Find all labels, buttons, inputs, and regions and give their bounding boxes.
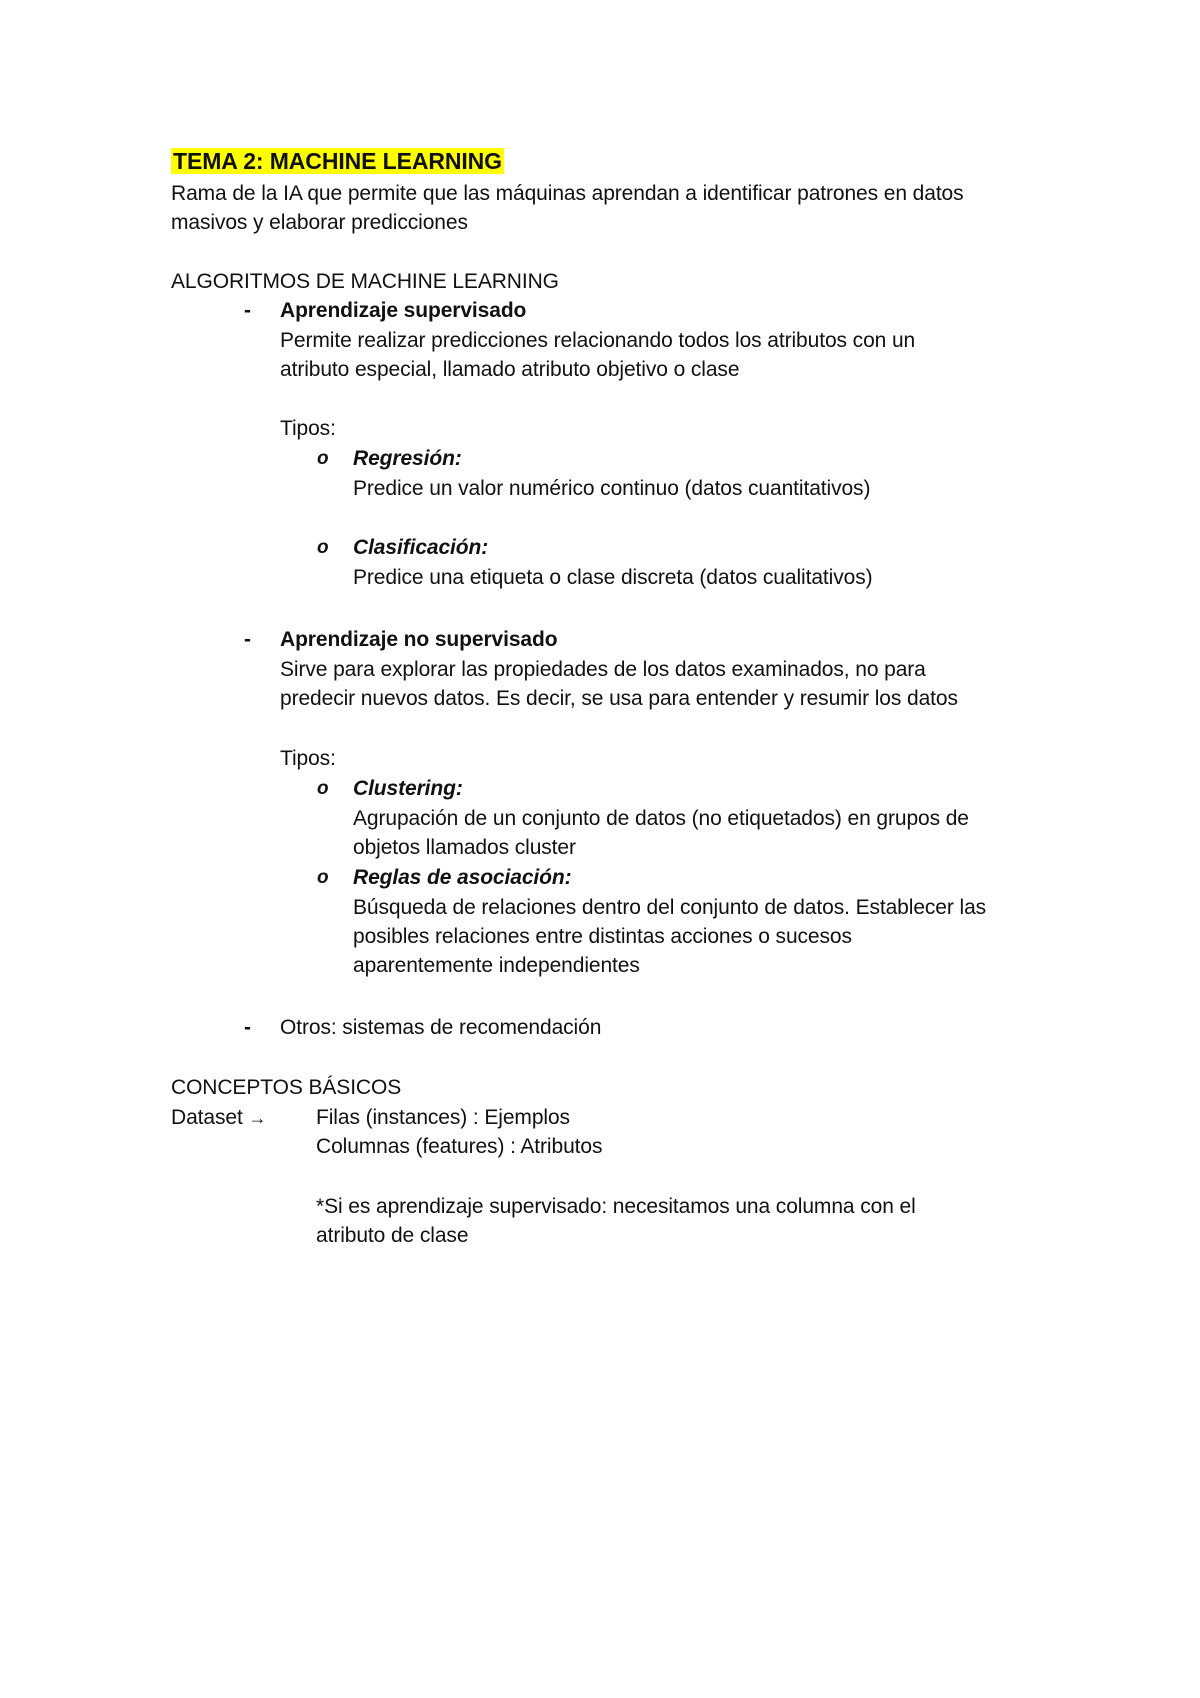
dash-bullet: - [244, 628, 251, 651]
dataset-rows: Filas (instances) : Ejemplos [316, 1106, 570, 1129]
type-reglas-desc-2: posibles relaciones entre distintas acciones o sucesos [353, 925, 852, 948]
type-reglas-desc-3: aparentemente independientes [353, 954, 640, 977]
dataset-note-1: *Si es aprendizaje supervisado: necesitamos una columna con el [316, 1195, 916, 1218]
type-clasificacion-desc: Predice una etiqueta o clase discreta (datos cualitativos) [353, 566, 873, 589]
page-title: TEMA 2: MACHINE LEARNING [173, 148, 502, 174]
dash-bullet: - [244, 299, 251, 322]
arrow-right-icon: → [248, 1108, 267, 1128]
sub-bullet: o [317, 778, 329, 799]
sub-bullet: o [317, 537, 329, 558]
unsupervised-types-label: Tipos: [280, 747, 336, 770]
intro-line-2: masivos y elaborar predicciones [171, 211, 468, 234]
supervised-desc-1: Permite realizar predicciones relacionando todos los atributos con un [280, 329, 916, 352]
dataset-label: Dataset [171, 1106, 243, 1129]
unsupervised-desc-2: predecir nuevos datos. Es decir, se usa para entender y resumir los datos [280, 687, 958, 710]
page-title-wrap [171, 146, 504, 178]
unsupervised-heading: Aprendizaje no supervisado [280, 628, 558, 651]
type-regresion-desc: Predice un valor numérico continuo (datos cuantitativos) [353, 477, 871, 500]
dataset-label-wrap [171, 1103, 266, 1133]
supervised-heading: Aprendizaje supervisado [280, 299, 527, 322]
concepts-heading: CONCEPTOS BÁSICOS [171, 1076, 402, 1099]
type-clustering-name: Clustering: [353, 777, 463, 800]
dash-bullet: - [244, 1016, 251, 1039]
others-item: Otros: sistemas de recomendación [280, 1016, 602, 1039]
unsupervised-desc-1: Sirve para explorar las propiedades de los datos examinados, no para [280, 658, 926, 681]
supervised-desc-2: atributo especial, llamado atributo objetivo o clase [280, 358, 740, 381]
algorithms-heading: ALGORITMOS DE MACHINE LEARNING [171, 270, 559, 293]
supervised-types-label: Tipos: [280, 417, 336, 440]
type-clustering-desc-1: Agrupación de un conjunto de datos (no etiquetados) en grupos de [353, 807, 969, 830]
type-regresion-name: Regresión: [353, 447, 462, 470]
intro-line-1: Rama de la IA que permite que las máquinas aprendan a identificar patrones en datos [171, 182, 964, 205]
dataset-columns: Columnas (features) : Atributos [316, 1135, 603, 1158]
type-reglas-desc-1: Búsqueda de relaciones dentro del conjunto de datos. Establecer las [353, 896, 987, 919]
type-reglas-name: Reglas de asociación: [353, 866, 572, 889]
type-clasificacion-name: Clasificación: [353, 536, 489, 559]
dataset-note-2: atributo de clase [316, 1224, 469, 1247]
sub-bullet: o [317, 448, 329, 469]
type-clustering-desc-2: objetos llamados cluster [353, 836, 576, 859]
sub-bullet: o [317, 867, 329, 888]
